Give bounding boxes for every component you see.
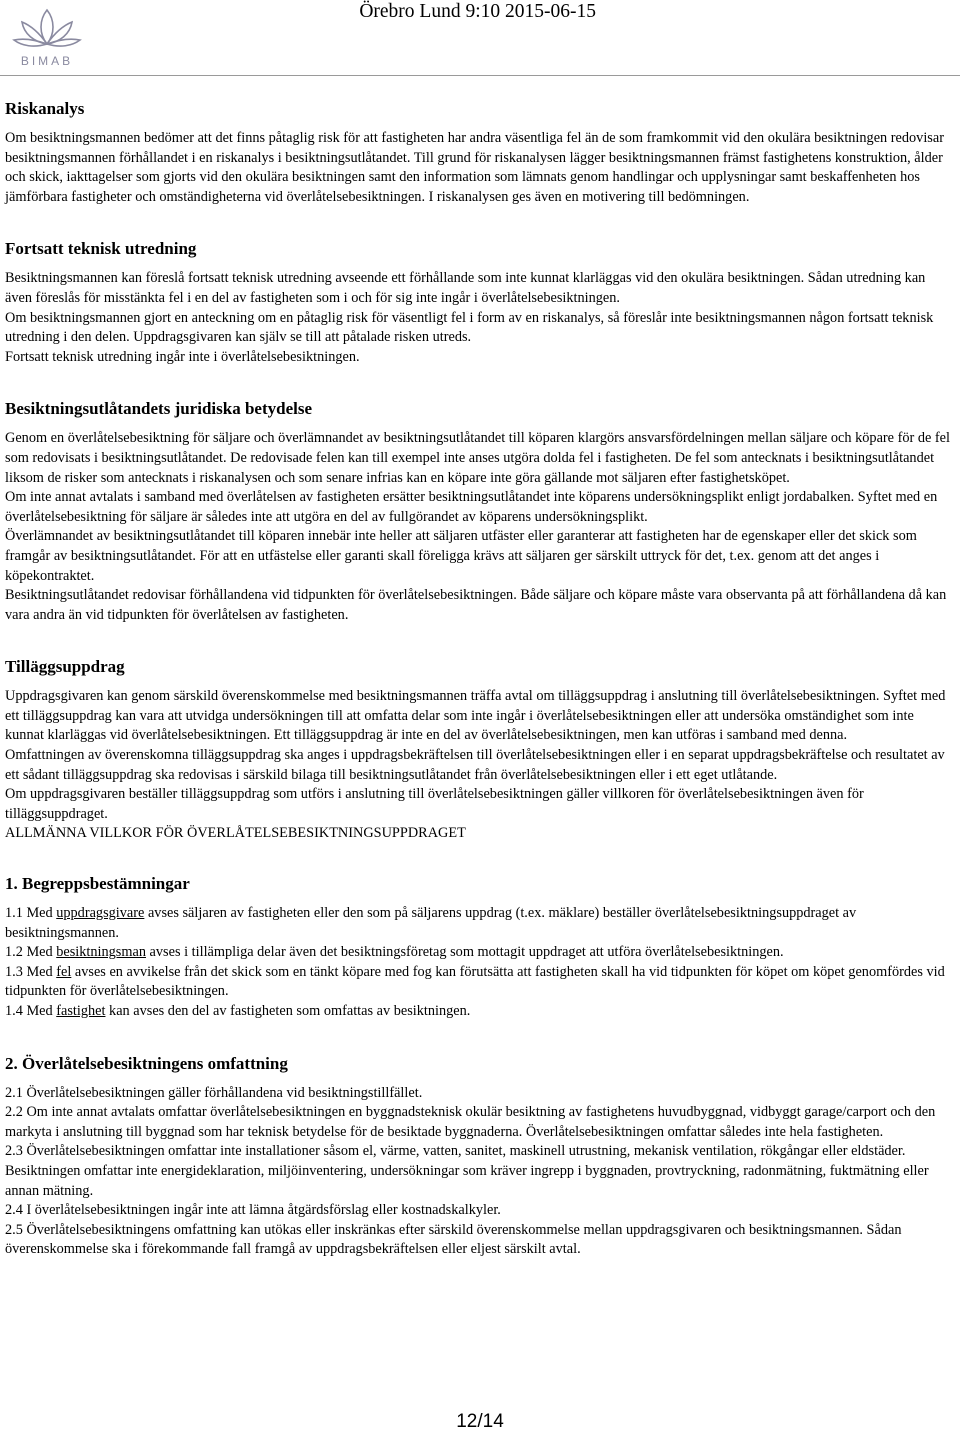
paragraph: Om besiktningsmannen bedömer att det finns påtaglig risk för att fastigheten har andra väsentliga fel än de som framkommit vid den okulära besiktningen redovisar besiktningsmannen förhållandet i en riskanalys i besiktningsutlåtandet. Till grund för riskanalysen lägger besiktningsmannen främst fastighetens konstruktion, ålder och skick, iakttagelser som gjorts vid den okulära besiktningen samt den information som lämnats genom handlingar och upplysningar samt beskaffenheten hos jämförbara fastigheter och omständigheterna vid överlåtelsebesiktningen. I riskanalysen ges även en motivering till bedömningen. (5, 130, 944, 205)
paragraph: Uppdragsgivaren kan genom särskild överenskommelse med besiktningsmannen träffa avtal om tilläggsuppdrag i anslutning till överlåtelsebesiktningen. Syftet med ett tilläggsuppdrag kan vara att utvidga undersökningen till att omfatta delar som inte ingår i överlåtelsebesiktningen eller att undersöka omständighet som inte kunnat klarläggas vid överlåtelsebesiktningen. Ett tilläggsuppdrag är inte en del av överlåtelsebesiktningen, men kan utföras i samband med denna. (5, 688, 946, 744)
item-text: avses säljaren av fastigheten eller den som på säljarens uppdrag (t.ex. mäklare) beställer överlåtelsebesiktningsuppdraget av besiktningsmannen. (5, 905, 857, 941)
paragraph: Om inte annat avtalats i samband med överlåtelsen av fastigheten ersätter besiktningsutlåtandet inte köparens undersökningsplikt enligt jordabalken. Syftet med en överlåtelsebesiktning för säljare är således inte att utgöra en del av fullgörandet av köparens undersökningsplikt. (5, 489, 938, 525)
paragraph: Besiktningsutlåtandet redovisar förhållandena vid tidpunkten för överlåtelsebesiktningen. Både säljare och köpare måste vara observanta på att förhållandena då kan vara andra än vid tidpunkten för överlåtelsen av fastigheten. (5, 587, 947, 623)
item-text: 1.4 Med (5, 1003, 57, 1019)
item-text: 1.1 Med (5, 905, 57, 922)
heading-juridiska-betydelse: Besiktningsutlåtandets juridiska betydelse (5, 399, 312, 419)
paragraph: Genom en överlåtelsebesiktning för säljare och överlämnandet av besiktningsutlåtandet till köparen klargörs ansvarsfördelningen mellan säljare och köpare för de fel som redovisats i besiktningsutlåtandet. De redovisade felen kan till exempel inte anses utgöra dolda fel i fastigheten. De fel som antecknats i besiktningsutlåtandet liksom de risker som antecknats i riskanalysen och som senare infrias kan en köpare inte göra gällande mot säljaren efter fastighetsköpet. (5, 430, 950, 486)
definition-item (5, 963, 955, 1002)
definition-item (5, 1002, 955, 1022)
page-number: 12/14 (456, 1411, 504, 1432)
item-text: 1.3 Med (5, 963, 57, 980)
clause-item: 2.5 Överlåtelsebesiktningens omfattning kan utökas eller inskränkas efter särskild överenskommelse mellan uppdragsgivaren och besiktningsmannen. Sådan överenskommelse ska i förekommande fall framgå av uppdragsbekräftelsen eller eljest särskilt avtal. (5, 1221, 902, 1258)
paragraph: Fortsatt teknisk utredning ingår inte i överlåtelsebesiktningen. (5, 348, 360, 365)
lotus-logo-icon (2, 4, 92, 56)
clause-item: 2.1 Överlåtelsebesiktningen gäller förhållandena vid besiktningstillfället. (5, 1084, 423, 1101)
item-text: avses en avvikelse från det skick som en tänkt köpare med fog kan förutsätta att fastigheten skall ha vid tidpunkten för köpet om köpet genomfördes vid tidpunkten för överlåtelsebesiktningen. (5, 963, 945, 1000)
section-begreppsbestamningar (5, 873, 955, 1022)
logo-text: BIMAB (20, 54, 74, 68)
clause-item: 2.3 Överlåtelsebesiktningen omfattar inte installationer såsom el, värme, vatten, sanitet, maskinell utrustning, mekanisk ventilation, rökgångar eller eldstäder. Besiktningen omfattar inte energideklaration, miljöinventering, undersökningar som kräver ingrepp i byggnaden, provtryckning, radonmätning, fuktmätning eller annan mätning. (5, 1143, 929, 1199)
clause-item: 2.4 I överlåtelsebesiktningen ingår inte att lämna åtgärdsförslag eller kostnadskalkyler. (5, 1202, 501, 1219)
section-omfattning (5, 1053, 955, 1260)
heading-riskanalys: Riskanalys (5, 99, 85, 118)
item-text: avses i tillämpliga delar även det besiktningsföretag som mottagit uppdraget att utföra överlåtelsebesiktningen. (145, 944, 784, 961)
bimab-logo (2, 4, 92, 72)
heading-begreppsbestamningar: 1. Begreppsbestämningar (5, 874, 190, 894)
section-tillaggsuppdrag (5, 656, 955, 844)
page-header (0, 0, 960, 80)
heading-tillaggsuppdrag: Tilläggsuppdrag (5, 657, 125, 677)
paragraph: Besiktningsmannen kan föreslå fortsatt teknisk utredning avseende ett förhållande som inte kunnat klarläggas vid den okulära besiktningen. Sådan utredning kan även föreslås för misstänkta fel i en del av fastigheten som i och för sig inte ingår i överlåtelsebesiktningen. (5, 270, 926, 306)
defined-term: fel (56, 963, 72, 980)
paragraph: Om besiktningsmannen gjort en anteckning om en påtaglig risk för väsentligt fel i form av en riskanalys, så föreslår inte besiktningsmannen någon fortsatt teknisk utredning i den delen. Uppdragsgivaren kan själv se till att påtalade risken utreds. (5, 309, 934, 346)
paragraph: Om uppdragsgivaren beställer tilläggsuppdrag som utförs i anslutning till överlåtelsebesiktningen gäller villkoren för överlåtelsebesiktningen även för tilläggsuppdraget. (5, 786, 864, 822)
definition-item (5, 904, 955, 943)
header-divider (0, 75, 960, 76)
definition-item (5, 943, 955, 963)
heading-fortsatt-teknisk-utredning: Fortsatt teknisk utredning (5, 239, 197, 259)
clause-item: 2.2 Om inte annat avtalats omfattar överlåtelsebesiktningen en byggnadsteknisk okulär besiktning av fastighetens huvudbyggnad, vidbyggt garage/carport och den markyta i anslutning till byggnad som har teknisk betydelse för de besiktade byggnaderna. Överlåtelsebesiktningen omfattar således inte hela fastigheten. (5, 1104, 936, 1140)
defined-term: besiktningsman (56, 944, 146, 961)
paragraph: Överlämnandet av besiktningsutlåtandet till köparen innebär inte heller att säljaren utfäster eller garanterar att fastigheten har de egenskaper eller det skick som framgår av besiktningsutlåtandet. För att en utfästelse eller garanti skall föreligga krävs att säljaren ger särskilt uttryck för det, t.ex. genom att det anges i köpekontraktet. (5, 528, 917, 584)
heading-omfattning: 2. Överlåtelsebesiktningens omfattning (5, 1053, 288, 1073)
defined-term: uppdragsgivare (56, 905, 145, 922)
section-riskanalys (5, 98, 955, 207)
defined-term: fastighet (56, 1003, 106, 1019)
header-title: Örebro Lund 9:10 2015-06-15 (359, 1, 596, 22)
paragraph: ALLMÄNNA VILLKOR FÖR ÖVERLÅTELSEBESIKTNINGSUPPDRAGET (5, 825, 466, 842)
item-text: kan avses den del av fastigheten som omfattas av besiktningen. (105, 1003, 471, 1019)
section-juridiska-betydelse (5, 398, 955, 625)
item-text: 1.2 Med (5, 944, 57, 961)
document-body (5, 98, 955, 1282)
section-fortsatt-teknisk-utredning (5, 238, 955, 367)
paragraph: Omfattningen av överenskomna tilläggsuppdrag ska anges i uppdragsbekräftelsen till överlåtelsebesiktningen eller i en separat uppdragsbekräftelse och resultatet av ett sådant tilläggsuppdrag ska redovisas i särskild bilaga till besiktningsutlåtandet från överlåtelsebesiktningen eller i ett eget utlåtande. (5, 747, 945, 783)
